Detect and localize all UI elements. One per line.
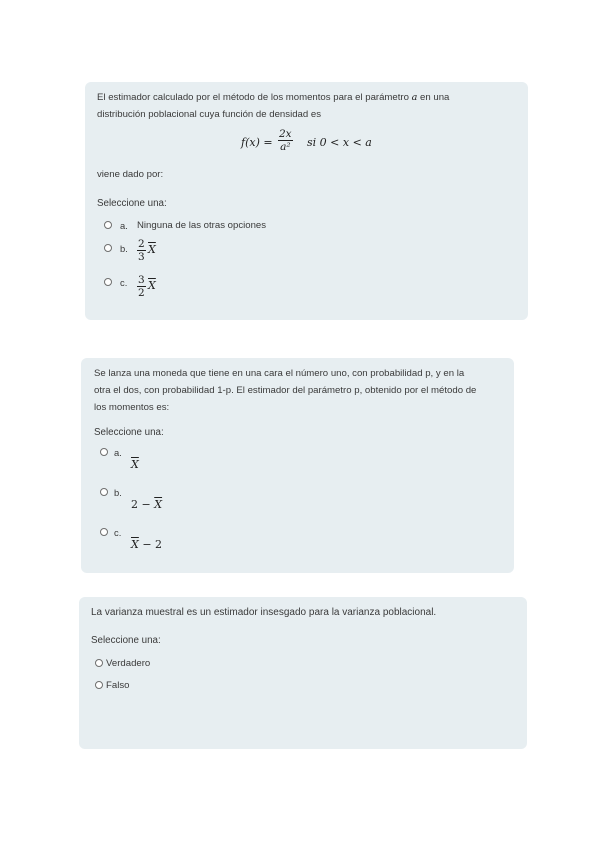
- question-card-1: [85, 82, 528, 320]
- fraction-numerator: 2: [138, 238, 145, 250]
- option-math: $2 - \overline{X}$: [131, 498, 163, 511]
- question-2-stem-line2: otra el dos, con probabilidad 1-p. El estimador del parámetro p, obtenido por el método de: [94, 385, 477, 396]
- formula-condition: si 0 < x < a: [307, 136, 372, 149]
- formula-denominator: a²: [280, 141, 291, 153]
- radio-button[interactable]: [100, 488, 108, 496]
- option-letter: c.: [120, 277, 128, 288]
- question-1-stem-after: viene dado por:: [97, 169, 164, 180]
- radio-button[interactable]: [100, 528, 108, 536]
- fraction-denominator: 3: [138, 251, 145, 263]
- radio-button[interactable]: [95, 659, 103, 667]
- option-fraction: [137, 238, 146, 263]
- option-text: Ninguna de las otras opciones: [137, 220, 267, 231]
- radio-button[interactable]: [100, 448, 108, 456]
- option-math: [131, 458, 139, 471]
- option-text: Verdadero: [106, 658, 151, 669]
- sample-mean-symbol: $\overline{X}$: [154, 498, 163, 511]
- option-fraction: [137, 274, 146, 299]
- question-2-prompt: Seleccione una:: [94, 427, 164, 438]
- option-letter: b.: [114, 487, 122, 498]
- option-letter: a.: [120, 220, 128, 231]
- sample-mean-symbol: $\overline{X}$: [131, 458, 139, 471]
- option-math: $\overline{X} - 2$: [131, 538, 163, 551]
- radio-button[interactable]: [104, 221, 112, 229]
- formula-lhs: f(x) =: [241, 136, 273, 149]
- question-2-stem-line3: los momentos es:: [94, 402, 170, 413]
- question-3-stem: La varianza muestral es un estimador insesgado para la varianza poblacional.: [91, 607, 437, 618]
- fraction-denominator: 2: [138, 287, 145, 299]
- sample-mean-symbol: $\overline{X}$: [148, 243, 156, 256]
- question-card-3: [79, 597, 527, 749]
- question-1-prompt: Seleccione una:: [97, 198, 167, 209]
- fraction-numerator: 3: [138, 274, 145, 286]
- question-3-prompt: Seleccione una:: [91, 635, 161, 646]
- radio-button[interactable]: [104, 244, 112, 252]
- formula-fraction: [278, 128, 293, 153]
- option-letter: a.: [114, 447, 122, 458]
- question-1-stem-line1: El estimador calculado por el método de los momentos para el parámetro a en una: [97, 92, 450, 103]
- option-letter: b.: [120, 243, 128, 254]
- sample-mean-symbol: $\overline{X}$: [148, 279, 156, 292]
- option-letter: c.: [114, 527, 122, 538]
- radio-button[interactable]: [104, 278, 112, 286]
- question-2-stem-line1: Se lanza una moneda que tiene en una cara el número uno, con probabilidad p, y en la: [94, 368, 465, 379]
- radio-button[interactable]: [95, 681, 103, 689]
- sample-mean-symbol: $\overline{X}$: [131, 538, 139, 551]
- option-text: Falso: [106, 680, 130, 691]
- question-1-stem-line2: distribución poblacional cuya función de densidad es: [97, 109, 322, 120]
- question-card-2: [81, 358, 514, 573]
- formula-numerator: 2x: [279, 128, 292, 140]
